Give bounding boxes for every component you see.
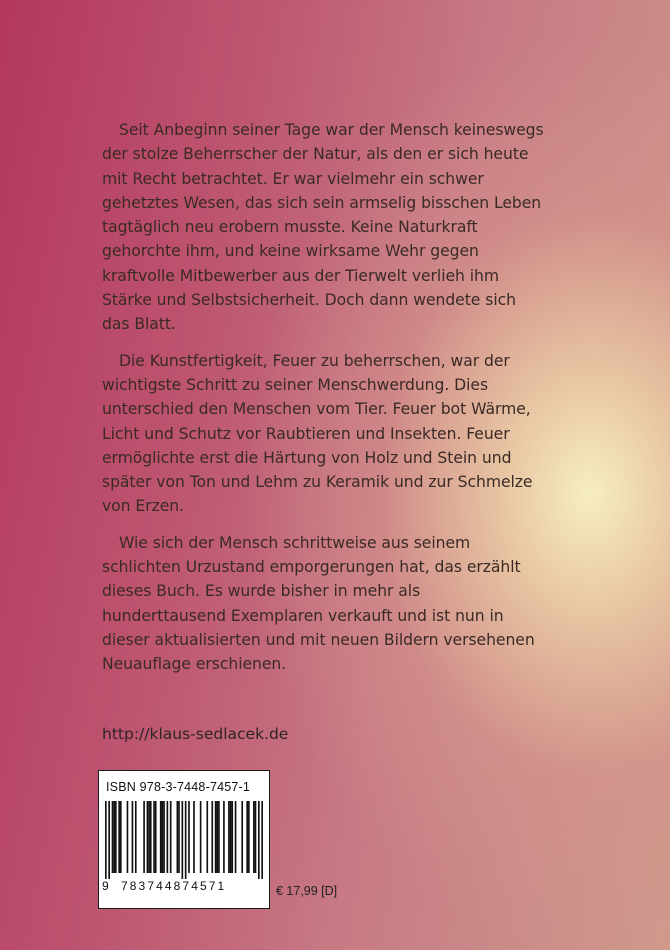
- barcode-bar: [155, 801, 157, 873]
- isbn-barcode: [98, 770, 270, 909]
- barcode-bar: [261, 801, 263, 879]
- barcode-bar: [223, 801, 225, 873]
- barcode-bar: [218, 801, 220, 873]
- blurb-paragraph-1: Seit Anbeginn seiner Tage war der Mensch keineswegs der stolze Beherrscher der Natur, als den er sich heute mit Recht betrachtet. Er war vielmehr ein schwer gehetztes Wesen, das sich sein armselig bisschen Leben tagtäglich neu erobern musste. Keine Naturkraft gehorchte ihm, und keine wirksame Wehr gegen kraftvolle Mitbewerber aus der Tierwelt verlieh ihm Stärke und Selbstsicherheit. Doch dann wendete sich das Blatt.: [102, 121, 544, 334]
- barcode-bar: [248, 801, 250, 873]
- barcode-bar: [228, 801, 230, 873]
- price-label: € 17,99 [D]: [276, 884, 338, 898]
- barcode-bar: [258, 801, 260, 879]
- barcode-bar: [167, 801, 169, 873]
- barcode-bar: [230, 801, 232, 873]
- barcode-bar: [182, 801, 184, 879]
- barcode-bar: [150, 801, 152, 873]
- barcode-bars: [105, 801, 263, 879]
- barcode-bar: [113, 801, 115, 873]
- barcode-bar: [246, 801, 248, 873]
- barcode-bar: [163, 801, 165, 873]
- barcode-bar: [255, 801, 257, 873]
- barcode-bar: [185, 801, 187, 879]
- barcode-bar: [147, 801, 149, 873]
- barcode-bar: [162, 801, 164, 873]
- blurb-paragraph-3: Wie sich der Mensch schrittweise aus seinem schlichten Urzustand emporgerungen hat, das erzählt dieses Buch. Es wurde bisher in mehr als hunderttausend Exemplaren verkauft und ist nun in dieser aktualisierten und mit neuen Bildern versehenen Neuauflage erschienen.: [102, 533, 535, 674]
- barcode-bar: [235, 801, 237, 873]
- barcode-bar: [211, 801, 213, 873]
- barcode-bar: [115, 801, 117, 873]
- isbn-label: ISBN 978-3-7448-7457-1: [106, 780, 251, 794]
- ean-first-digit: 9: [102, 879, 109, 893]
- barcode-bar: [253, 801, 255, 873]
- barcode-bar: [178, 801, 180, 873]
- barcode-bar: [231, 801, 233, 873]
- barcode-bar: [200, 801, 202, 873]
- barcode-bar: [127, 801, 129, 873]
- barcode-bar: [170, 801, 172, 873]
- barcode-bar: [215, 801, 217, 873]
- blurb-paragraph-2: Die Kunstfertigkeit, Feuer zu beherrschen, war der wichtigste Schritt zu seiner Menschwerdung. Dies unterschied den Menschen vom Tier. Feuer bot Wärme, Licht und Schutz vor Raubtieren und Insekten. Feuer ermöglichte erst die Härtung von Holz und Stein und später von Ton und Lehm zu Keramik und zur Schmelze von Erzen.: [102, 351, 533, 516]
- barcode-bar: [216, 801, 218, 873]
- barcode-bar: [153, 801, 155, 873]
- barcode-bar: [135, 801, 137, 873]
- ean-digit-groups: 783744874571: [121, 879, 227, 893]
- blurb-text: [102, 118, 547, 689]
- barcode-bar: [206, 801, 208, 873]
- barcode-bar: [160, 801, 162, 873]
- barcode-bar: [143, 801, 145, 873]
- barcode-bar: [193, 801, 195, 873]
- barcode-bar: [120, 801, 122, 873]
- barcode-bar: [112, 801, 114, 873]
- barcode-bar: [105, 801, 107, 879]
- barcode-bar: [148, 801, 150, 873]
- barcode-bar: [108, 801, 110, 879]
- barcode-bar: [177, 801, 179, 873]
- barcode-bar: [241, 801, 243, 873]
- barcode-bar: [118, 801, 120, 873]
- author-website-link[interactable]: http://klaus-sedlacek.de: [102, 725, 289, 743]
- barcode-bar: [132, 801, 134, 873]
- barcode-bar: [188, 801, 190, 873]
